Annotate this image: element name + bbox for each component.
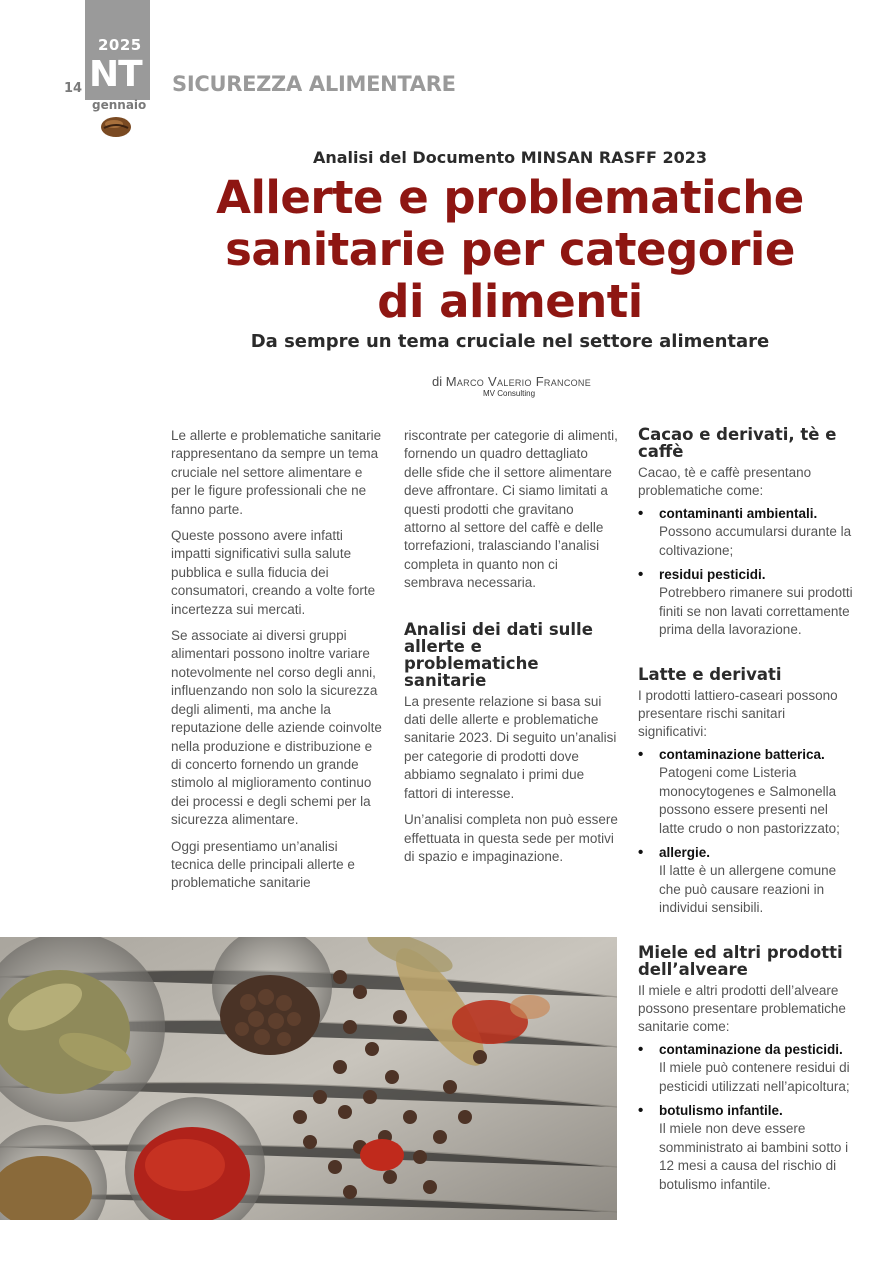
item-desc: Il miele può contenere residui di pesticidi utilizzati nell’apicoltura;: [659, 1060, 850, 1094]
paragraph: Oggi presentiamo un’analisi tecnica delle principali allerte e problematiche sanitarie: [171, 838, 355, 891]
author-company: MV Consulting: [483, 389, 536, 398]
article-title: [180, 172, 840, 328]
issue-year: 2025: [98, 36, 142, 54]
section-intro: Cacao, tè e caffè presentano problematiche come:: [638, 465, 812, 499]
paragraph: Un’analisi completa non può essere effettuata in questa sede per motivi di spazio e impaginazione.: [404, 812, 618, 864]
section-title: SICUREZZA ALIMENTARE: [172, 72, 456, 96]
list-item: [638, 844, 856, 918]
section-intro: I prodotti lattiero-caseari possono presentare rischi sanitari significativi:: [638, 687, 838, 740]
byline: [432, 374, 591, 389]
coffee-bean-icon: [100, 116, 132, 138]
topic-cacao: [638, 426, 856, 640]
item-term: contaminanti ambientali.: [659, 505, 818, 521]
item-desc: Il latte è un allergene comune che può causare reazioni in individui sensibili.: [659, 863, 837, 916]
item-term: contaminazione batterica.: [659, 746, 825, 762]
spices-photo: [0, 937, 617, 1220]
list-item: [638, 746, 856, 838]
byline-prefix: di: [432, 374, 443, 389]
paragraph: Le allerte e problematiche sanitarie rappresentano da sempre un tema cruciale nel settore alimentare e per le figure professionali che ne fanno parte.: [171, 428, 382, 517]
item-term: contaminazione da pesticidi.: [659, 1041, 843, 1057]
topic-latte: [638, 666, 856, 918]
title-line: Allerte e problematiche: [216, 171, 804, 224]
item-desc: Patogeni come Listeria monocytogenes e Salmonella possono essere presenti nel latte crudo o non pastorizzato;: [659, 765, 840, 836]
section-heading: Miele ed altri prodotti dell’alveare: [638, 942, 843, 979]
section-heading: Cacao e derivati, tè e caffè: [638, 425, 837, 461]
column-1: [171, 427, 384, 901]
title-line: sanitarie per categorie: [225, 223, 795, 276]
item-term: allergie.: [659, 844, 711, 860]
paragraph: riscontrate per categorie di alimenti, fornendo un quadro dettagliato delle sfide che il settore alimentare deve affrontare. Ci siamo limitati a questi prodotti che gravitano attorno al settore del caffè e delle torrefazioni, tralasciando l’analisi completa in quanto non ci sembrava necessaria.: [404, 428, 618, 591]
item-desc: Possono accumularsi durante la coltivazione;: [659, 524, 852, 558]
paragraph: Se associate ai diversi gruppi alimentari possono inoltre variare notevolmente nel corso degli anni, influenzando non solo la sicurezza degli alimenti, ma anche la reputazione delle aziende coinvolte nella produzione e distribuzione e di concerto fornendo un grande stimolo al miglioramento continuo dei processi e degli schemi per la sicurezza alimentare.: [171, 628, 382, 828]
list-item: [638, 505, 856, 560]
paragraph: La presente relazione si basa sui dati delle allerte e problematiche sanitarie 2023. Di seguito un’analisi per categorie di prodotti dove abbiamo segnalato i primi due fattori di interesse.: [404, 693, 617, 801]
item-term: residui pesticidi.: [659, 567, 766, 583]
list-item: [638, 1041, 856, 1096]
article-kicker: Analisi del Documento MINSAN RASFF 2023: [312, 148, 708, 167]
section-intro: Il miele e altri prodotti dell’alveare possono presentare problematiche sanitarie come:: [638, 982, 846, 1035]
paragraph: Queste possono avere infatti impatti significativi sulla salute pubblica e sulla fiducia dei consumatori, creando a volte forte incertezza sui mercati.: [171, 528, 376, 617]
magazine-logo: NT: [89, 54, 142, 95]
column-3: [638, 426, 856, 1200]
article-subtitle: Da sempre un tema cruciale nel settore alimentare: [250, 331, 770, 352]
list-item: [638, 1102, 856, 1194]
item-desc: Potrebbero rimanere sui prodotti finiti se non lavati correttamente prima della lavorazione.: [659, 585, 853, 638]
column-2: [404, 427, 618, 874]
item-term: botulismo infantile.: [659, 1102, 783, 1118]
title-line: di alimenti: [377, 275, 643, 328]
issue-month: gennaio: [92, 98, 147, 112]
list-item: [638, 566, 856, 640]
section-heading: Latte e derivati: [638, 664, 782, 684]
item-desc: Il miele non deve essere somministrato ai bambini sotto i 12 mesi a causa del rischio di botulismo infantile.: [659, 1121, 849, 1192]
section-heading: Analisi dei dati sulle allerte e problematiche sanitarie: [404, 619, 593, 690]
page-number: 14: [64, 81, 83, 96]
author-name: Marco Valerio Francone: [445, 374, 592, 389]
topic-miele: [638, 944, 856, 1194]
